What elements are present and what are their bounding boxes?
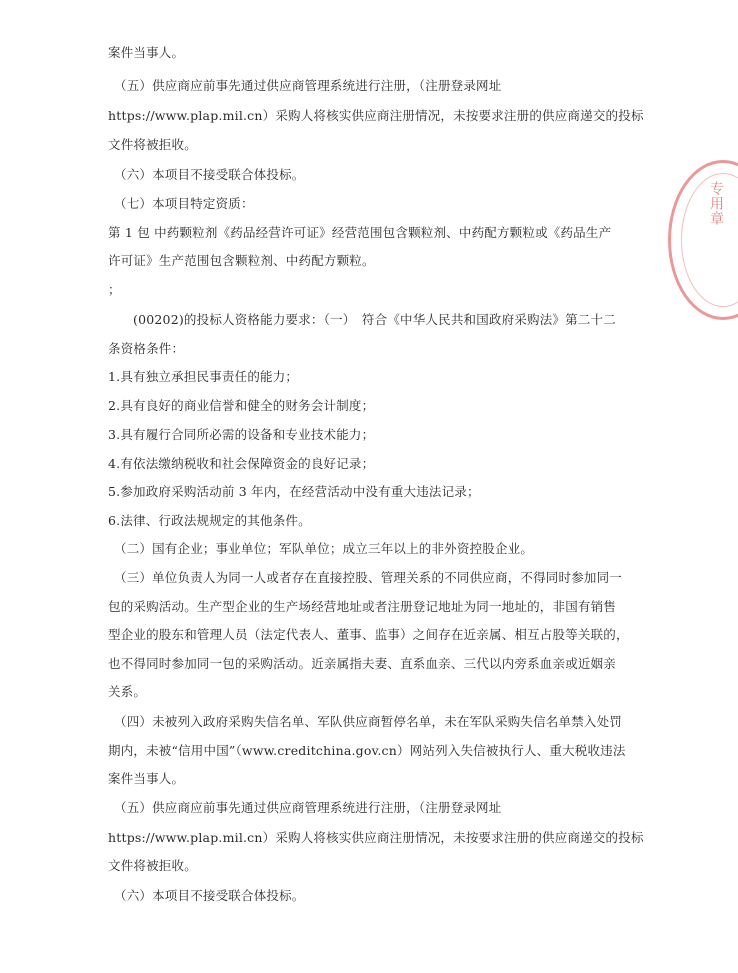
text-line: 关系。 xyxy=(108,684,147,699)
text-line: （六）本项目不接受联合体投标。 xyxy=(114,888,305,903)
text-line: 许可证》生产范围包含颗粒剂、中药配方颗粒。 xyxy=(108,253,375,268)
text-line: （五）供应商应前事先通过供应商管理系统进行注册，（注册登录网址 xyxy=(114,800,502,815)
text-line: 也不得同时参加同一包的采购活动。近亲属指夫妻、直系血亲、三代以内旁系血亲或近姻亲 xyxy=(108,656,617,671)
text-line: https://www.plap.mil.cn）采购人将核实供应商注册情况，未按要求注册的供应商递交的投标 xyxy=(108,830,644,845)
text-line: https://www.plap.mil.cn）采购人将核实供应商注册情况，未按要求注册的供应商递交的投标 xyxy=(108,108,644,123)
text-line: 文件将被拒收。 xyxy=(108,858,197,873)
text-line: 6.法律、行政法规规定的其他条件。 xyxy=(108,513,311,528)
text-line: 期内，未被“信用中国”（www.creditchina.gov.cn）网站列入失信被执行人、重大税收违法 xyxy=(108,743,626,758)
text-line: (00202)的投标人资格能力要求：（一） 符合《中华人民共和国政府采购法》第二十二 xyxy=(133,312,616,327)
text-line: 文件将被拒收。 xyxy=(108,137,197,152)
text-line: （七）本项目特定资质： xyxy=(114,196,254,211)
official-seal-stamp xyxy=(668,160,738,320)
text-line: （二）国有企业；事业单位；军队单位；成立三年以上的非外资控股企业。 xyxy=(114,541,534,556)
text-line: 1.具有独立承担民事责任的能力； xyxy=(108,369,299,384)
text-line: （四）未被列入政府采购失信名单、军队供应商暂停名单，未在军队采购失信名单禁入处罚 xyxy=(114,714,623,729)
text-line: 2.具有良好的商业信誉和健全的财务会计制度； xyxy=(108,398,375,413)
text-line: 3.具有履行合同所必需的设备和专业技术能力； xyxy=(108,427,375,442)
text-line: 型企业的股东和管理人员（法定代表人、董事、监事）之间存在近亲属、相互占股等关联的， xyxy=(108,627,629,642)
text-line: 4.有依法缴纳税收和社会保障资金的良好记录； xyxy=(108,456,375,471)
text-line: ； xyxy=(108,282,121,297)
text-line: 包的采购活动。生产型企业的生产场经营地址或者注册登记地址为同一地址的，非国有销售 xyxy=(108,599,617,614)
text-line: 5.参加政府采购活动前 3 年内，在经营活动中没有重大违法记录； xyxy=(108,484,480,499)
text-line: 案件当事人。 xyxy=(108,771,185,786)
text-line: 第 1 包 中药颗粒剂《药品经营许可证》经营范围包含颗粒剂、中药配方颗粒或《药品生产 xyxy=(108,225,612,240)
text-line: （五）供应商应前事先通过供应商管理系统进行注册，（注册登录网址 xyxy=(114,78,502,93)
text-line: （六）本项目不接受联合体投标。 xyxy=(114,167,305,182)
seal-text: 专用章 xyxy=(708,181,724,226)
text-line: （三）单位负责人为同一人或者存在直接控股、管理关系的不同供应商，不得同时参加同一 xyxy=(114,570,623,585)
text-line: 案件当事人。 xyxy=(108,45,185,60)
text-line: 条资格条件： xyxy=(108,341,185,356)
